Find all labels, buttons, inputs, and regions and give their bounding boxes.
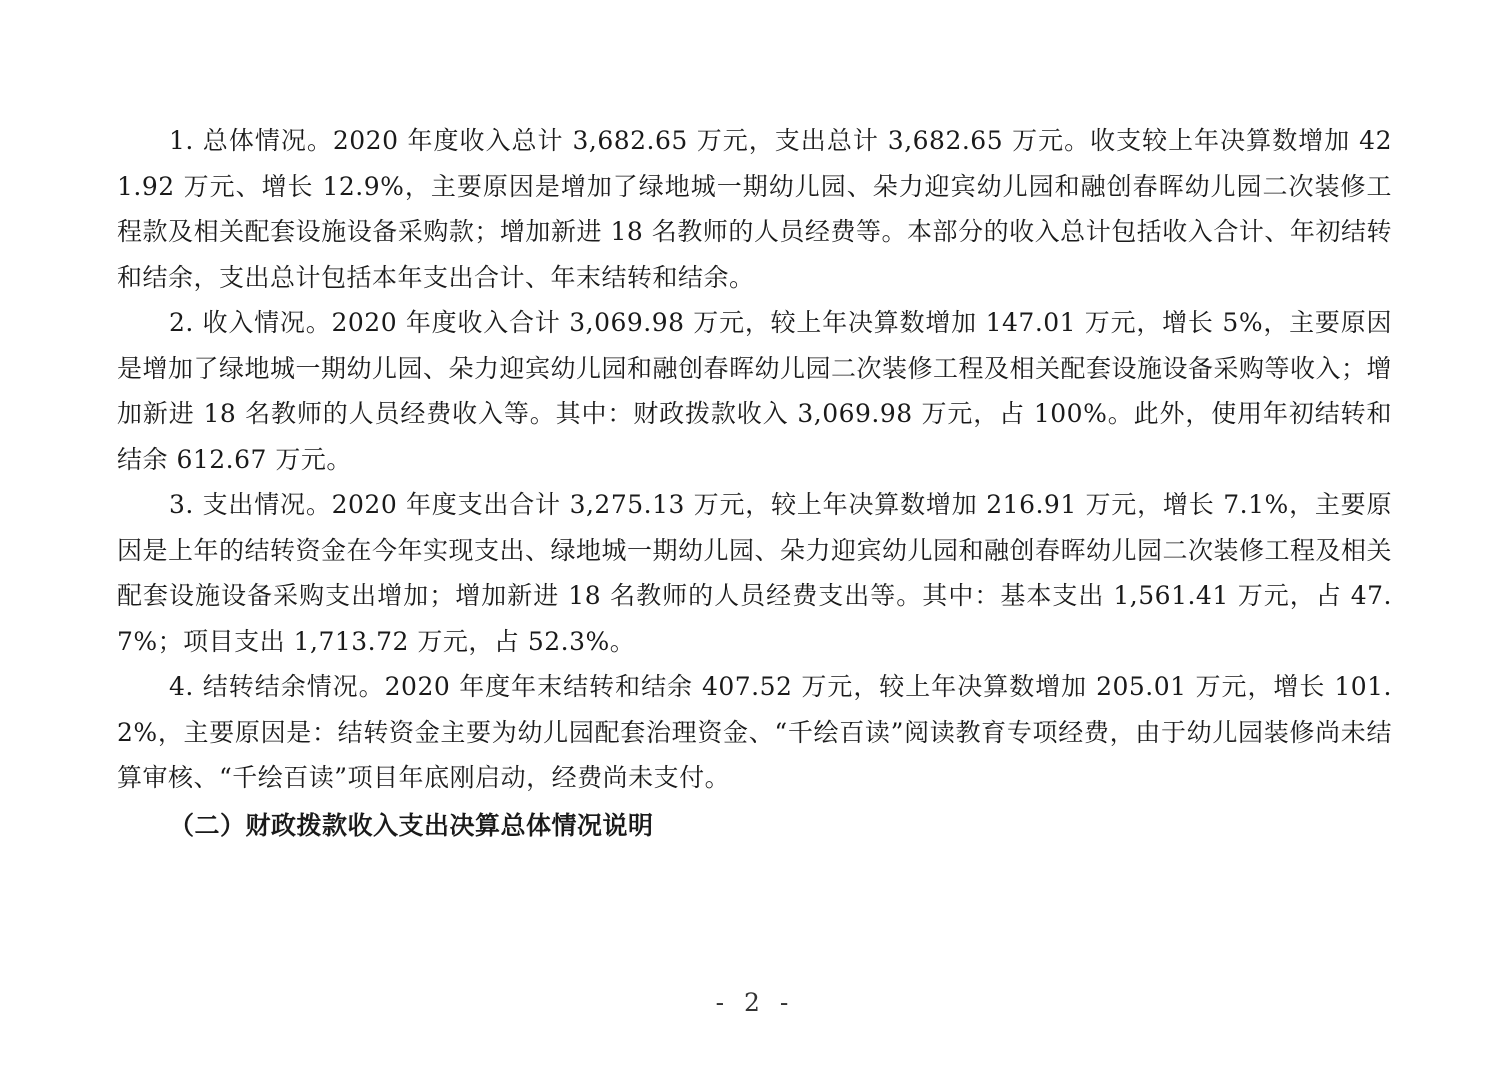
page-number: - 2 - [715,988,795,1017]
paragraph-income: 2. 收入情况。2020 年度收入合计 3,069.98 万元，较上年决算数增加 147.01 万元，增长 5%，主要原因是增加了绿地城一期幼儿园、朵力迎宾幼儿园和融创春晖幼儿园二次装修工程及相关配套设施设备采购等收入；增加新进 18 名教师的人员经费收入等。其中：财政拨款收入 3,069.98 万元，占 100%。此外，使用年初结转和结余 612.67 万元。 [117,308,1393,474]
paragraph-overall: 1. 总体情况。2020 年度收入总计 3,682.65 万元，支出总计 3,682.65 万元。收支较上年决算数增加 421.92 万元、增长 12.9%，主要原因是增加了绿地城一期幼儿园、朵力迎宾幼儿园和融创春晖幼儿园二次装修工程款及相关配套设施设备采购款；增加新进 18 名教师的人员经费等。本部分的收入总计包括收入合计、年初结转和结余，支出总计包括本年支出合计、年末结转和结余。 [117,126,1392,292]
paragraph-expenditure: 3. 支出情况。2020 年度支出合计 3,275.13 万元，较上年决算数增加 216.91 万元，增长 7.1%，主要原因是上年的结转资金在今年实现支出、绿地城一期幼儿园、朵力迎宾幼儿园和融创春晖幼儿园二次装修工程及相关配套设施设备采购支出增加；增加新进 18 名教师的人员经费支出等。其中：基本支出 1,561.41 万元，占 47.7%；项目支出 1,713.72 万元，占 52.3%。 [117,490,1393,656]
paragraph-carryover: 4. 结转结余情况。2020 年度年末结转和结余 407.52 万元，较上年决算数增加 205.01 万元，增长 101.2%，主要原因是：结转资金主要为幼儿园配套治理资金、“千绘百读”阅读教育专项经费，由于幼儿园装修尚未结算审核、“千绘百读”项目年底刚启动，经费尚未支付。 [117,672,1392,792]
document-body [117,118,1392,848]
section-heading: （二）财政拨款收入支出决算总体情况说明 [169,810,654,840]
